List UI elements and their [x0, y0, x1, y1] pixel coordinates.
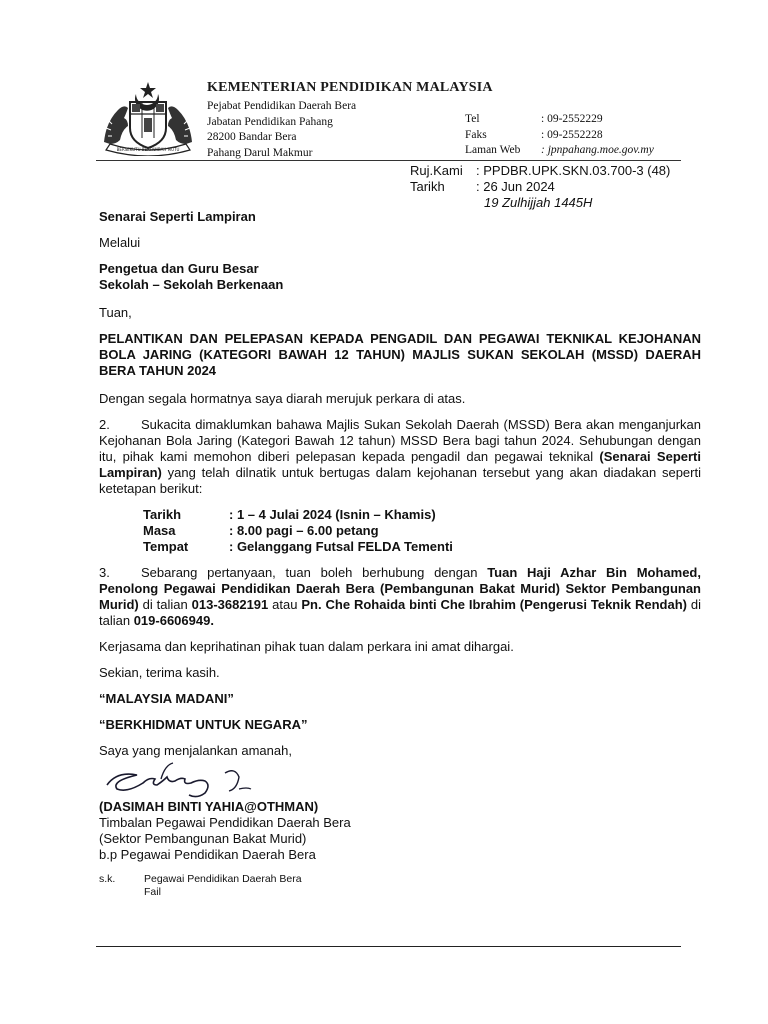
subject: PELANTIKAN DAN PELEPASAN KEPADA PENGADIL DAN PEGAWAI TEKNIKAL KEJOHANAN BOLA JARING (KATEGORI BAWAH 12 TAHUN) MAJLIS SUKAN SEKOLAH (MSSD) DAERAH BERA TAHUN 2024	[99, 331, 701, 378]
signature-area	[99, 759, 701, 799]
date-label: Tarikh	[410, 179, 445, 194]
contact-person-2: Pn. Che Rohaida binti Che Ibrahim (Pengerusi Teknik Rendah)	[301, 597, 687, 612]
paragraph-text: Sukacita dimaklumkan bahawa Majlis Sukan Sekolah Daerah (MSSD) Bera akan menganjurkan Kejohanan Bola Jaring (Kategori Bawah 12 tahun) MSSD Bera bagi tahun 2024. Sehubungan dengan itu, pihak kami memohon diberi pelepasan kepada pengadil dan pegawai teknikal	[99, 417, 701, 464]
paragraph-bold-text: (Senarai Seperti Lampiran)	[99, 449, 701, 480]
signatory-title: Timbalan Pegawai Pendidikan Daerah Bera	[99, 815, 351, 830]
paragraph-text: di talian	[99, 597, 702, 628]
fax-label: Faks	[465, 128, 487, 141]
footer-divider	[96, 946, 681, 947]
event-schedule	[143, 507, 701, 555]
recipient-title: Pengetua dan Guru Besar	[99, 261, 259, 276]
date-row	[410, 179, 670, 195]
via-line: Melalui	[99, 235, 141, 250]
motto-berkhidmat: “BERKHIDMAT UNTUK NEGARA”	[99, 717, 308, 732]
paragraph-number: 2.	[99, 417, 110, 432]
paragraph-3	[99, 565, 701, 629]
web-row	[465, 143, 654, 159]
signature-icon	[99, 759, 269, 803]
letter-body	[99, 209, 701, 899]
paragraph-1: Dengan segala hormatnya saya diarah merujuk perkara di atas.	[99, 391, 466, 406]
copy-to-label: s.k.	[99, 873, 116, 885]
motto-madani: “MALAYSIA MADANI”	[99, 691, 234, 706]
paragraph-text: atau	[268, 597, 302, 612]
fax-value: : 09-2552228	[541, 128, 603, 141]
address-line: Jabatan Pendidikan Pahang	[207, 115, 333, 128]
web-value: : jpnpahang.moe.gov.my	[541, 144, 654, 156]
closing: Sekian, terima kasih.	[99, 665, 220, 680]
paragraph-text: yang telah dilnatik untuk bertugas dalam kejohanan tersebut yang akan diadakan seperti ketetapan berikut:	[99, 465, 701, 496]
contact-info	[465, 112, 654, 159]
tel-value: : 09-2552229	[541, 113, 603, 125]
reference-label: Ruj.Kami	[410, 163, 463, 178]
reference-value: : PPDBR.UPK.SKN.03.700-3 (48)	[476, 163, 671, 178]
reference-block	[410, 163, 670, 211]
recipient-schools: Sekolah – Sekolah Berkenaan	[99, 277, 284, 292]
copy-to-item: Pegawai Pendidikan Daerah Bera	[144, 873, 302, 885]
malaysia-coat-of-arms-icon	[96, 80, 200, 156]
signatory-on-behalf: b.p Pegawai Pendidikan Daerah Bera	[99, 847, 316, 862]
signatory-name: (DASIMAH BINTI YAHIA@OTHMAN)	[99, 799, 319, 814]
schedule-label: Masa	[143, 523, 176, 538]
copy-to-item: Fail	[144, 886, 161, 898]
schedule-label: Tarikh	[143, 507, 182, 522]
schedule-row	[143, 539, 701, 555]
address-line: 28200 Bandar Bera	[207, 131, 297, 143]
reference-row	[410, 163, 670, 179]
tel-row	[465, 112, 654, 128]
schedule-value: : 8.00 pagi – 6.00 petang	[229, 523, 379, 538]
date-value: : 26 Jun 2024	[476, 179, 555, 194]
salutation: Tuan,	[99, 305, 132, 320]
tel-label: Tel	[465, 113, 480, 125]
header-divider	[96, 160, 681, 161]
paragraph-text: di talian	[138, 597, 192, 612]
address-line: Pahang Darul Makmur	[207, 146, 313, 159]
schedule-label: Tempat	[143, 539, 189, 554]
paragraph-2	[99, 417, 701, 497]
schedule-row	[143, 507, 701, 523]
fax-row	[465, 128, 654, 144]
contact-person-1: Tuan Haji Azhar Bin Mohamed, Penolong Pegawai Pendidikan Daerah Bera (Pembangunan Bakat Murid) Sektor Pembangunan Murid)	[99, 565, 701, 612]
office-address	[207, 99, 356, 161]
paragraph-4: Kerjasama dan keprihatinan pihak tuan dalam perkara ini amat dihargai.	[99, 639, 514, 654]
trust-line: Saya yang menjalankan amanah,	[99, 743, 292, 758]
address-line: Pejabat Pendidikan Daerah Bera	[207, 100, 357, 112]
recipient-line: Senarai Seperti Lampiran	[99, 209, 256, 224]
schedule-row	[143, 523, 701, 539]
contact-phone-2: 019-6606949.	[133, 613, 214, 628]
paragraph-number: 3.	[99, 565, 110, 580]
hijri-date: 19 Zulhijjah 1445H	[484, 195, 593, 210]
contact-phone-1: 013-3682191	[191, 597, 269, 612]
signatory-sector: (Sektor Pembangunan Bakat Murid)	[99, 831, 307, 846]
crest-motto: BERSEKUTU BERTAMBAH MUTU	[116, 147, 180, 152]
web-label: Laman Web	[465, 144, 521, 156]
paragraph-text: Sebarang pertanyaan, tuan boleh berhubung dengan	[141, 565, 488, 580]
copy-to	[99, 873, 701, 899]
schedule-value: : Gelanggang Futsal FELDA Tementi	[229, 539, 453, 554]
ministry-name: KEMENTERIAN PENDIDIKAN MALAYSIA	[207, 80, 493, 95]
schedule-value: : 1 – 4 Julai 2024 (Isnin – Khamis)	[229, 507, 436, 522]
